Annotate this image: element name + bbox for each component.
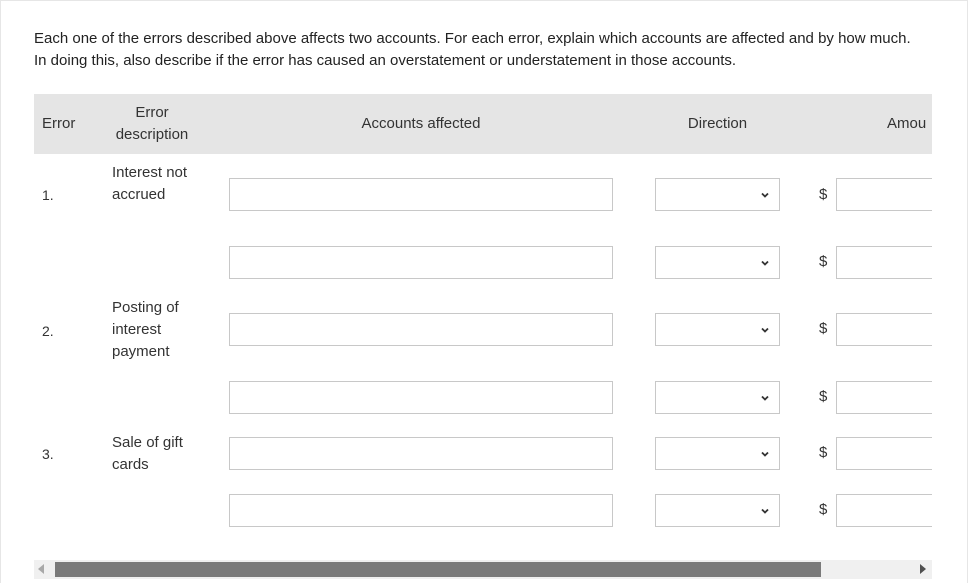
error-number-2: 2. [42,323,54,339]
chevron-down-icon [760,393,770,403]
header-error: Error [42,115,76,132]
amount-input[interactable] [836,381,932,414]
question-instructions: Each one of the errors described above affects two accounts. For each error, explain which accounts are affected and by how much. In doing this, also describe if the error has caused an overstatement or understatement in those accounts. [34,30,911,69]
amount-input[interactable] [836,178,932,211]
chevron-down-icon [760,258,770,268]
currency-symbol: $ [819,388,828,405]
accounts-affected-input[interactable] [229,313,613,346]
header-accounts-affected: Accounts affected [361,115,481,132]
chevron-down-icon [760,325,770,335]
chevron-down-icon [760,506,770,516]
header-direction: Direction [687,115,748,132]
amount-input[interactable] [836,246,932,279]
amount-input[interactable] [836,437,932,470]
direction-select[interactable] [655,381,780,414]
header-error-description: Error description [115,104,189,143]
scroll-left-arrow-icon[interactable] [38,564,44,574]
error-description-1: Interest not accrued [112,164,188,203]
currency-symbol: $ [819,501,828,518]
errors-table [34,94,932,554]
currency-symbol: $ [819,253,828,270]
table-header-row [34,94,932,154]
amount-input[interactable] [836,313,932,346]
direction-select[interactable] [655,437,780,470]
accounts-affected-input[interactable] [229,246,613,279]
chevron-down-icon [760,449,770,459]
currency-symbol: $ [819,444,828,461]
header-amount: Amou [887,115,927,132]
scroll-right-arrow-icon[interactable] [920,564,926,574]
direction-select[interactable] [655,178,780,211]
accounts-affected-input[interactable] [229,494,613,527]
direction-select[interactable] [655,313,780,346]
direction-select[interactable] [655,246,780,279]
horizontal-scrollbar[interactable] [34,560,932,579]
direction-select[interactable] [655,494,780,527]
error-number-3: 3. [42,446,54,462]
error-description-2: Posting of interest payment [112,299,179,360]
accounts-affected-input[interactable] [229,178,613,211]
scrollbar-thumb[interactable] [55,562,821,577]
chevron-down-icon [760,190,770,200]
accounts-affected-input[interactable] [229,381,613,414]
currency-symbol: $ [819,320,828,337]
error-description-3: Sale of gift cards [112,434,183,473]
accounts-affected-input[interactable] [229,437,613,470]
amount-input[interactable] [836,494,932,527]
error-number-1: 1. [42,187,54,203]
currency-symbol: $ [819,186,828,203]
